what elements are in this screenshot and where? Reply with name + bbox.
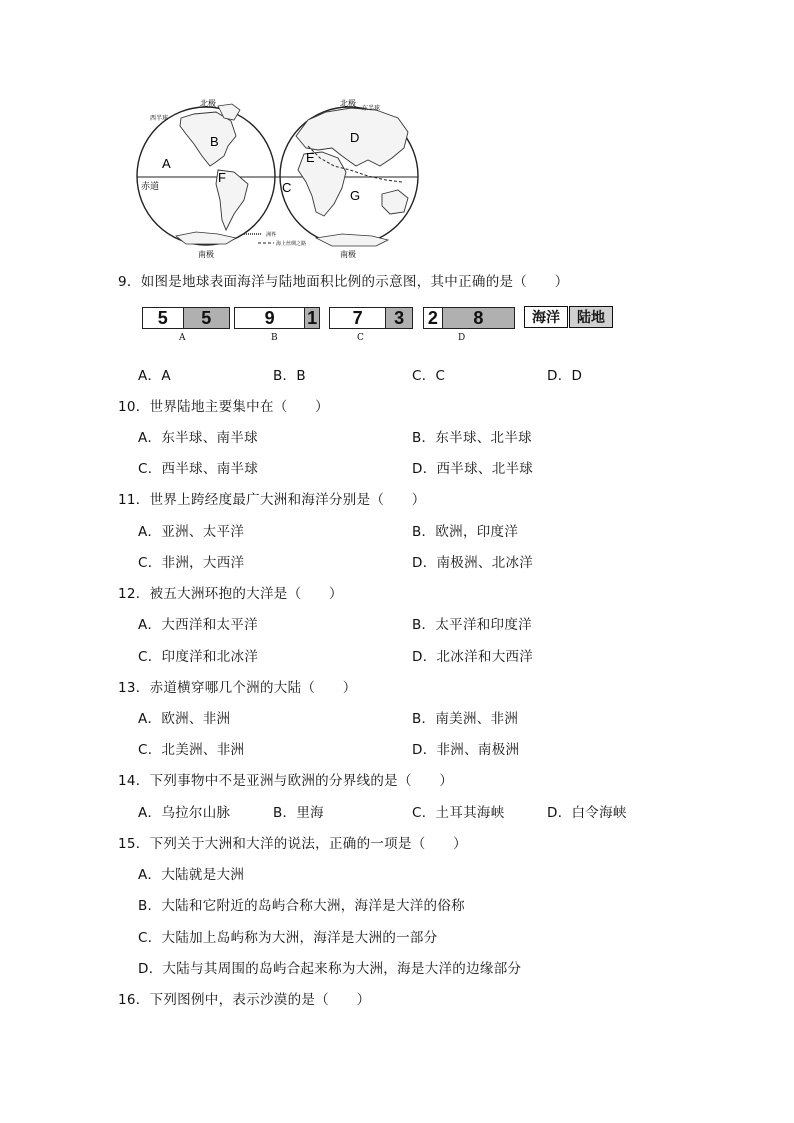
map-label-A: A [162, 156, 171, 171]
q9-option-C[interactable]: C．C [412, 368, 446, 384]
q12-option-A[interactable]: A．大西洋和太平洋 [138, 617, 258, 633]
q12-option-D[interactable]: D．北冰洋和大西洋 [412, 649, 534, 665]
q14-option-A[interactable]: A．乌拉尔山脉 [138, 805, 231, 821]
ratio-D-ocean: 2 [424, 308, 442, 328]
ratio-D-land: 8 [442, 308, 514, 328]
q13-option-D[interactable]: D．非洲、南极洲 [412, 742, 520, 758]
map-label-equator: 赤道 [141, 182, 160, 192]
q13-option-C[interactable]: C．北美洲、非洲 [138, 742, 245, 758]
question-13: 13．赤道横穿哪几个洲的大陆（ ） [118, 680, 357, 696]
q15-option-A[interactable]: A．大陆就是大洲 [138, 867, 245, 883]
legend-silk-label: 海上丝绸之路 [276, 241, 307, 247]
q11-option-A[interactable]: A．亚洲、太平洋 [138, 524, 245, 540]
q14-option-C[interactable]: C．土耳其海峡 [412, 805, 505, 821]
map-label-F: F [218, 170, 226, 185]
q12-option-C[interactable]: C．印度洋和北冰洋 [138, 649, 259, 665]
ratio-A-land: 5 [183, 308, 229, 328]
q11-option-B[interactable]: B．欧洲，印度洋 [412, 524, 519, 540]
hemisphere-map [136, 96, 426, 261]
question-10: 10．世界陆地主要集中在（ ） [118, 399, 329, 415]
map-label-east-hemi: 东半球 [362, 105, 381, 112]
ratio-bar-B [234, 307, 320, 329]
legend-land: 陆地 [569, 306, 613, 328]
legend-boundary-label: 洲界 [266, 232, 277, 238]
ratio-bar-A [142, 307, 230, 329]
q10-option-A[interactable]: A．东半球、南半球 [138, 430, 258, 446]
q10-option-B[interactable]: B．东半球、北半球 [412, 430, 532, 446]
question-16: 16．下列图例中，表示沙漠的是（ ） [118, 992, 371, 1008]
q9-option-B[interactable]: B．B [273, 368, 306, 384]
question-14: 14．下列事物中不是亚洲与欧洲的分界线的是（ ） [118, 773, 454, 789]
question-9: 9．如图是地球表面海洋与陆地面积比例的示意图，其中正确的是（ ） [118, 274, 569, 290]
ratio-label-C: C [357, 333, 364, 343]
q15-option-D[interactable]: D．大陆与其周围的岛屿合起来称为大洲，海是大洋的边缘部分 [138, 961, 522, 977]
ratio-C-land: 3 [385, 308, 412, 328]
question-12: 12．被五大洲环抱的大洋是（ ） [118, 586, 343, 602]
ratio-label-A: A [179, 333, 186, 343]
ratio-C-ocean: 7 [330, 308, 385, 328]
q11-option-C[interactable]: C．非洲，大西洋 [138, 555, 245, 571]
q11-option-D[interactable]: D．南极洲、北冰洋 [412, 555, 534, 571]
map-label-G: G [350, 188, 361, 203]
q9-option-D[interactable]: D．D [547, 368, 583, 384]
q14-option-B[interactable]: B．里海 [273, 805, 324, 821]
ratio-B-land: 1 [304, 308, 319, 328]
map-label-south-pole-left: 南极 [198, 250, 214, 259]
map-label-E: E [306, 150, 315, 165]
q15-option-B[interactable]: B．大陆和它附近的岛屿合称大洲，海洋是大洋的俗称 [138, 898, 465, 914]
q15-option-C[interactable]: C．大陆加上岛屿称为大洲，海洋是大洲的一部分 [138, 930, 438, 946]
legend-ocean: 海洋 [524, 306, 568, 328]
q9-option-A[interactable]: A．A [138, 368, 171, 384]
ratio-A-ocean: 5 [143, 308, 183, 328]
q13-option-B[interactable]: B．南美洲、非洲 [412, 711, 519, 727]
question-11: 11．世界上跨经度最广大洲和海洋分别是（ ） [118, 492, 426, 508]
map-label-north-pole-right: 北极 [340, 99, 356, 108]
ratio-bar-D [423, 307, 515, 329]
ratio-label-B: B [271, 333, 278, 343]
q10-option-C[interactable]: C．西半球、南半球 [138, 461, 259, 477]
q10-option-D[interactable]: D．西半球、北半球 [412, 461, 534, 477]
ratio-label-D: D [458, 333, 466, 343]
q13-option-A[interactable]: A．欧洲、非洲 [138, 711, 231, 727]
map-label-north-pole-left: 北极 [200, 99, 216, 108]
question-15: 15．下列关于大洲和大洋的说法，正确的一项是（ ） [118, 836, 467, 852]
map-label-D: D [350, 130, 360, 145]
q12-option-B[interactable]: B．太平洋和印度洋 [412, 617, 532, 633]
map-label-C: C [282, 180, 292, 195]
q14-option-D[interactable]: D．白令海峡 [547, 805, 627, 821]
ratio-bar-C [329, 307, 413, 329]
map-label-west-hemi: 西半球 [150, 115, 169, 122]
map-label-south-pole-right: 南极 [340, 250, 356, 259]
map-label-B: B [210, 134, 219, 149]
ratio-B-ocean: 9 [235, 308, 304, 328]
